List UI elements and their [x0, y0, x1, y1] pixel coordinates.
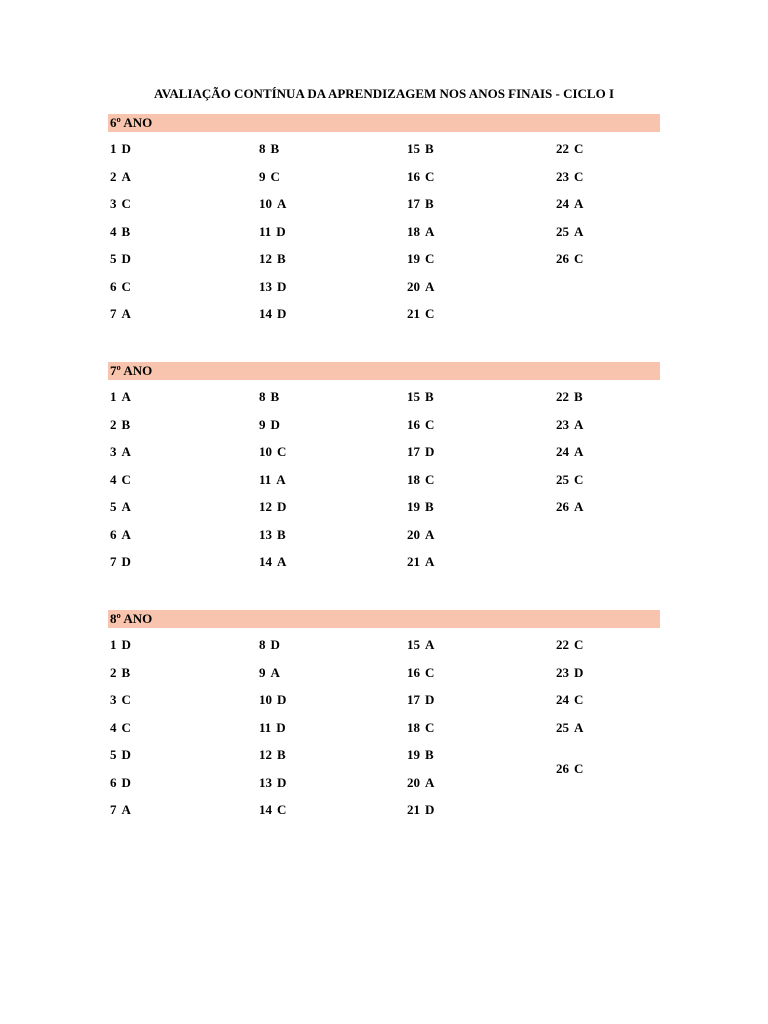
- answer-item: [554, 438, 660, 466]
- question-number: 1: [110, 389, 117, 404]
- answer-item: [405, 190, 554, 218]
- answer-letter: C: [425, 471, 435, 487]
- question-number: 25: [556, 223, 569, 239]
- question-number: 26: [556, 499, 569, 514]
- question-number: 19: [407, 747, 420, 762]
- answer-item: [405, 686, 554, 714]
- answer-item: [554, 163, 660, 191]
- answer-letter: B: [277, 747, 286, 762]
- answer-item: [108, 714, 257, 742]
- answer-item: [405, 631, 554, 659]
- answer-letter: D: [121, 141, 131, 156]
- question-number: 6: [110, 774, 117, 790]
- answer-letter: D: [277, 278, 287, 294]
- answer-item: [257, 135, 405, 163]
- answer-letter: C: [121, 278, 131, 294]
- answer-item: [405, 218, 554, 246]
- answer-item: [554, 466, 660, 494]
- section-header: 8º ANO: [108, 610, 660, 628]
- answer-item: [108, 190, 257, 218]
- answer-letter: D: [425, 444, 435, 459]
- answer-letter: C: [425, 306, 435, 321]
- answer-letter: A: [276, 471, 286, 487]
- answer-item: [405, 438, 554, 466]
- answer-item: [405, 714, 554, 742]
- question-number: 6: [110, 278, 117, 294]
- answer-item: [554, 659, 660, 687]
- answer-letter: C: [574, 692, 584, 707]
- question-number: 21: [407, 554, 420, 569]
- question-number: 2: [110, 416, 117, 432]
- answer-grid: [108, 383, 660, 576]
- question-number: 23: [556, 664, 569, 680]
- answer-item: [257, 631, 405, 659]
- answer-letter: B: [121, 664, 131, 680]
- answer-item: [108, 273, 257, 301]
- question-number: 19: [407, 499, 420, 514]
- question-number: 22: [556, 389, 569, 404]
- answer-item: [257, 273, 405, 301]
- answer-item: [108, 163, 257, 191]
- question-number: 20: [407, 774, 420, 790]
- answer-item: [257, 714, 405, 742]
- answer-item: [108, 438, 257, 466]
- answer-letter: C: [277, 444, 287, 459]
- answer-letter: A: [121, 526, 131, 542]
- question-number: 11: [259, 471, 272, 487]
- question-number: 3: [110, 444, 117, 459]
- answer-item: [108, 659, 257, 687]
- question-number: 23: [556, 168, 569, 184]
- answer-letter: D: [270, 637, 280, 652]
- section-header: 6º ANO: [108, 114, 660, 132]
- answer-letter: C: [574, 760, 584, 776]
- answer-letter: A: [270, 664, 280, 680]
- answer-item: [257, 741, 405, 769]
- answer-letter: C: [270, 168, 280, 184]
- answer-item: [405, 273, 554, 301]
- answer-item: [405, 300, 554, 328]
- answer-letter: C: [277, 802, 287, 817]
- answer-letter: B: [121, 416, 131, 432]
- answer-letter: B: [425, 747, 434, 762]
- answer-letter: A: [425, 637, 435, 652]
- answer-letter: C: [121, 471, 131, 487]
- question-number: 14: [259, 802, 272, 817]
- question-number: 14: [259, 306, 272, 321]
- answer-item: [405, 245, 554, 273]
- question-number: 25: [556, 719, 569, 735]
- question-number: 24: [556, 196, 569, 211]
- question-number: 25: [556, 471, 569, 487]
- answer-item: [257, 686, 405, 714]
- question-number: 4: [110, 471, 117, 487]
- question-number: 20: [407, 278, 420, 294]
- answer-letter: C: [425, 251, 435, 266]
- question-number: 11: [259, 223, 272, 239]
- answer-item: [257, 383, 405, 411]
- question-number: 19: [407, 251, 420, 266]
- answer-item: [108, 135, 257, 163]
- answer-item: [405, 741, 554, 769]
- question-number: 17: [407, 692, 420, 707]
- question-number: 5: [110, 747, 117, 762]
- answer-item: [108, 245, 257, 273]
- answer-letter: C: [574, 471, 584, 487]
- answer-item: [405, 135, 554, 163]
- answer-letter: A: [121, 168, 131, 184]
- answer-letter: D: [121, 774, 131, 790]
- answer-letter: D: [276, 719, 286, 735]
- answer-letter: D: [277, 774, 287, 790]
- answer-item: [108, 686, 257, 714]
- answer-item: [554, 218, 660, 246]
- answer-item: [257, 493, 405, 521]
- answer-letter: A: [574, 416, 584, 432]
- question-number: 8: [259, 389, 266, 404]
- answer-item: [108, 411, 257, 439]
- answer-section-8-ano: [108, 610, 660, 824]
- answer-item: [108, 218, 257, 246]
- question-number: 24: [556, 444, 569, 459]
- answer-letter: B: [425, 141, 434, 156]
- question-number: 7: [110, 802, 117, 817]
- answer-item: [257, 796, 405, 824]
- answer-item: [257, 548, 405, 576]
- question-number: 5: [110, 251, 117, 266]
- answer-item: [405, 493, 554, 521]
- section-header: 7º ANO: [108, 362, 660, 380]
- question-number: 21: [407, 802, 420, 817]
- answer-letter: A: [121, 306, 131, 321]
- question-number: 22: [556, 637, 569, 652]
- answer-item: [108, 548, 257, 576]
- answer-item: [554, 755, 660, 783]
- answer-letter: C: [425, 416, 435, 432]
- question-number: 1: [110, 141, 117, 156]
- question-number: 9: [259, 664, 266, 680]
- question-number: 10: [259, 692, 272, 707]
- question-number: 11: [259, 719, 272, 735]
- answer-letter: A: [574, 719, 584, 735]
- answer-letter: B: [121, 223, 131, 239]
- question-number: 20: [407, 526, 420, 542]
- question-number: 15: [407, 389, 420, 404]
- answer-letter: A: [277, 196, 287, 211]
- answer-item: [108, 493, 257, 521]
- question-number: 12: [259, 499, 272, 514]
- answer-grid: [108, 631, 660, 824]
- question-number: 10: [259, 444, 272, 459]
- question-number: 2: [110, 664, 117, 680]
- answer-item: [108, 383, 257, 411]
- answer-item: [108, 741, 257, 769]
- question-number: 18: [407, 471, 420, 487]
- answer-letter: C: [425, 664, 435, 680]
- answer-item: [108, 796, 257, 824]
- answer-letter: C: [121, 719, 131, 735]
- question-number: 13: [259, 774, 272, 790]
- answer-item: [405, 411, 554, 439]
- answer-letter: A: [425, 223, 435, 239]
- question-number: 9: [259, 416, 266, 432]
- question-number: 16: [407, 416, 420, 432]
- answer-item: [257, 769, 405, 797]
- question-number: 3: [110, 196, 117, 211]
- answer-item: [554, 714, 660, 742]
- question-number: 17: [407, 444, 420, 459]
- question-number: 10: [259, 196, 272, 211]
- answer-item: [405, 383, 554, 411]
- answer-letter: C: [574, 141, 584, 156]
- answer-letter: D: [276, 223, 286, 239]
- question-number: 9: [259, 168, 266, 184]
- question-number: 6: [110, 526, 117, 542]
- answer-item: [108, 631, 257, 659]
- answer-section-6-ano: [108, 114, 660, 328]
- question-number: 22: [556, 141, 569, 156]
- answer-letter: C: [574, 168, 584, 184]
- question-number: 17: [407, 196, 420, 211]
- answer-letter: D: [277, 499, 287, 514]
- answer-letter: D: [425, 802, 435, 817]
- answer-letter: C: [425, 168, 435, 184]
- answer-item: [405, 796, 554, 824]
- question-number: 15: [407, 141, 420, 156]
- answer-letter: D: [574, 664, 584, 680]
- answer-letter: A: [574, 499, 584, 514]
- answer-item: [405, 521, 554, 549]
- answer-item: [554, 493, 660, 521]
- answer-letter: C: [574, 251, 584, 266]
- answer-letter: A: [574, 196, 584, 211]
- answer-letter: C: [425, 719, 435, 735]
- answer-letter: A: [574, 444, 584, 459]
- answer-letter: A: [121, 802, 131, 817]
- question-number: 12: [259, 251, 272, 266]
- answer-letter: C: [574, 637, 584, 652]
- answer-item: [257, 466, 405, 494]
- question-number: 7: [110, 306, 117, 321]
- answer-item: [405, 163, 554, 191]
- answer-letter: B: [270, 141, 280, 156]
- answer-letter: A: [425, 278, 435, 294]
- question-number: 7: [110, 554, 117, 569]
- question-number: 4: [110, 719, 117, 735]
- question-number: 1: [110, 637, 117, 652]
- question-number: 3: [110, 692, 117, 707]
- answer-item: [108, 769, 257, 797]
- answer-item: [257, 521, 405, 549]
- answer-item: [554, 383, 660, 411]
- answer-letter: B: [425, 196, 434, 211]
- answer-item: [108, 466, 257, 494]
- answer-letter: D: [270, 416, 280, 432]
- answer-letter: A: [277, 554, 287, 569]
- answer-letter: A: [574, 223, 584, 239]
- answer-item: [554, 631, 660, 659]
- answer-item: [554, 411, 660, 439]
- answer-item: [405, 659, 554, 687]
- question-number: 2: [110, 168, 117, 184]
- answer-letter: D: [121, 637, 131, 652]
- answer-letter: D: [425, 692, 435, 707]
- answer-item: [257, 245, 405, 273]
- question-number: 24: [556, 692, 569, 707]
- answer-letter: A: [425, 774, 435, 790]
- answer-letter: B: [425, 499, 434, 514]
- answer-item: [257, 438, 405, 466]
- answer-item: [405, 769, 554, 797]
- question-number: 8: [259, 637, 266, 652]
- answer-item: [554, 245, 660, 273]
- answer-letter: B: [277, 526, 286, 542]
- question-number: 18: [407, 719, 420, 735]
- answer-letter: D: [121, 554, 131, 569]
- question-number: 18: [407, 223, 420, 239]
- answer-item: [554, 686, 660, 714]
- answer-letter: C: [121, 196, 131, 211]
- answer-item: [108, 300, 257, 328]
- question-number: 12: [259, 747, 272, 762]
- question-number: 15: [407, 637, 420, 652]
- answer-section-7-ano: [108, 362, 660, 576]
- answer-item: [405, 548, 554, 576]
- answer-letter: A: [121, 389, 131, 404]
- answer-item: [257, 411, 405, 439]
- answer-item: [257, 190, 405, 218]
- answer-letter: B: [277, 251, 286, 266]
- question-number: 16: [407, 168, 420, 184]
- question-number: 13: [259, 278, 272, 294]
- question-number: 8: [259, 141, 266, 156]
- answer-grid: [108, 135, 660, 328]
- answer-letter: A: [425, 526, 435, 542]
- question-number: 5: [110, 499, 117, 514]
- answer-letter: D: [121, 747, 131, 762]
- question-number: 14: [259, 554, 272, 569]
- answer-letter: A: [121, 444, 131, 459]
- answer-item: [257, 163, 405, 191]
- question-number: 26: [556, 251, 569, 266]
- question-number: 26: [556, 760, 569, 776]
- answer-item: [108, 521, 257, 549]
- question-number: 16: [407, 664, 420, 680]
- answer-item: [257, 300, 405, 328]
- answer-letter: C: [121, 692, 131, 707]
- question-number: 21: [407, 306, 420, 321]
- answer-item: [405, 466, 554, 494]
- question-number: 4: [110, 223, 117, 239]
- question-number: 13: [259, 526, 272, 542]
- answer-item: [554, 135, 660, 163]
- answer-letter: B: [425, 389, 434, 404]
- page-title: AVALIAÇÃO CONTÍNUA DA APRENDIZAGEM NOS ANOS FINAIS - CICLO I: [153, 86, 614, 101]
- answer-letter: A: [425, 554, 435, 569]
- answer-letter: A: [121, 499, 131, 514]
- answer-item: [257, 218, 405, 246]
- answer-letter: D: [121, 251, 131, 266]
- answer-letter: B: [574, 389, 583, 404]
- answer-item: [257, 659, 405, 687]
- question-number: 23: [556, 416, 569, 432]
- answer-item: [554, 190, 660, 218]
- answer-letter: B: [270, 389, 280, 404]
- answer-letter: D: [277, 692, 287, 707]
- answer-letter: D: [277, 306, 287, 321]
